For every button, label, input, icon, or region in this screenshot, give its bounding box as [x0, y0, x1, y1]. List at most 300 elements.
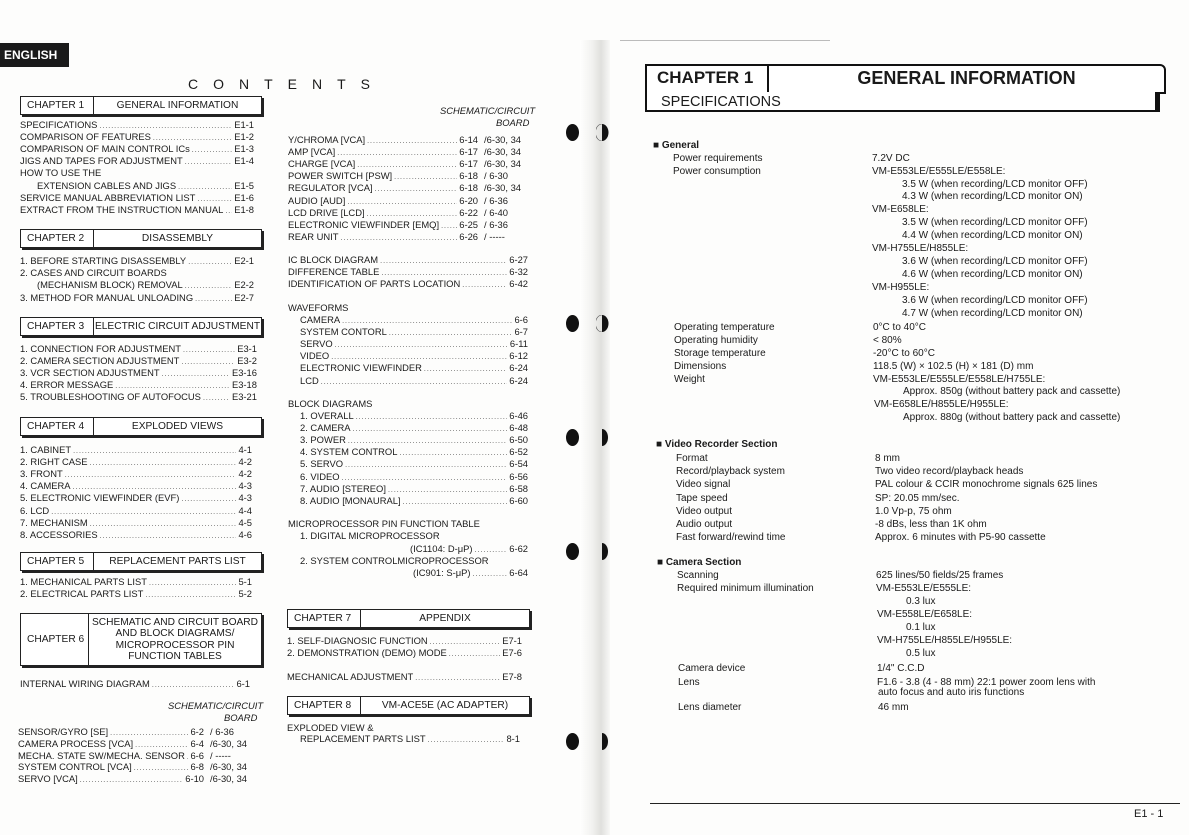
toc-entry-page: E3-1 [237, 343, 257, 354]
toc-entry-page: E1-6 [234, 191, 254, 203]
toc-entry-label: 6. LCD [20, 504, 50, 516]
toc-entry-board-page: / ----- [484, 230, 505, 242]
toc-entry-page: 6-11 [509, 338, 528, 350]
leader-dots [185, 157, 232, 167]
leader-dots [135, 740, 188, 750]
spec-value: 1.0 Vp-p, 75 ohm [875, 505, 952, 517]
spec-value: 0°C to 40°C [873, 322, 927, 333]
leader-dots [394, 172, 457, 182]
spec-label: Record/playback system [676, 466, 785, 478]
leader-dots [195, 294, 232, 304]
chapter-number: CHAPTER 5 [21, 553, 94, 570]
language-tab: ENGLISH [0, 43, 69, 67]
toc-entry [20, 143, 254, 155]
spec-value: F1.6 - 3.8 (4 - 88 mm) 22:1 power zoom lens with [877, 676, 1096, 688]
leader-dots [225, 206, 232, 216]
chapter-header [645, 64, 1166, 94]
toc-entry-page: 6-7 [514, 326, 528, 338]
toc-entry [300, 446, 528, 458]
chapter-title: DISASSEMBLY [141, 233, 214, 244]
leader-dots [430, 637, 501, 647]
toc-entry [20, 131, 254, 143]
toc-entry-board-page: /6-30, 34 [484, 146, 522, 158]
toc-entry-page: 6-42 [509, 278, 528, 290]
toc-entry [20, 119, 254, 131]
toc-entry [20, 204, 254, 216]
toc-entry-page: 6-46 [509, 410, 528, 421]
toc-entry-page: 4-3 [238, 480, 252, 492]
toc-entry [410, 543, 528, 555]
toc-entry-label: 5. TROUBLESHOOTING OF AUTOFOCUS [20, 391, 201, 403]
chapter-title-line: AND BLOCK DIAGRAMS/ [115, 628, 235, 639]
spec-value: auto focus and auto iris functions [878, 687, 1025, 698]
toc-entry-board-page: / 6-36 [210, 726, 234, 737]
toc-entry-page: E1-5 [234, 179, 254, 191]
leader-dots [388, 485, 507, 495]
toc-entry-page: 6-2 [190, 726, 204, 737]
spec-label: Lens diameter [678, 702, 742, 713]
spec-value: 46 mm [878, 702, 909, 713]
chapter-title: VM-ACE5E (AC ADAPTER) [381, 700, 509, 711]
chapter-4-box [20, 417, 262, 436]
leader-dots [110, 728, 188, 738]
chapter-number: CHAPTER 1 [647, 66, 769, 92]
toc-entry [287, 671, 522, 683]
leader-dots [399, 448, 507, 458]
leader-dots [321, 377, 507, 387]
toc-entry-label: MECHANICAL ADJUSTMENT [287, 671, 414, 682]
leader-dots [149, 578, 236, 588]
toc-entry-label: ELECTRONIC VIEWFINDER [300, 362, 422, 374]
toc-entry [18, 726, 258, 738]
spec-label: Camera device [678, 663, 746, 674]
spec-value: VM-E558LE/E658LE: [877, 608, 973, 620]
toc-entry-page: 4-2 [238, 456, 252, 468]
spec-value: 0.5 lux [906, 647, 936, 659]
toc-entry-label: SYSTEM CONTORL [300, 326, 387, 338]
spec-value: 4.4 W (when recording/LCD monitor ON) [902, 230, 1083, 242]
toc-entry-label: 3. VCR SECTION ADJUSTMENT [20, 367, 160, 379]
toc-entry [300, 434, 528, 446]
leader-dots [90, 519, 237, 529]
footer-rule [650, 803, 1180, 804]
spec-value: Approx. 850g (without battery pack and cassette) [903, 386, 1121, 397]
binder-hole-icon [566, 429, 579, 446]
chapter-title: EXPLODED VIEWS [131, 421, 224, 432]
toc-entry [20, 505, 252, 517]
toc-entry-label: CAMERA [300, 314, 341, 325]
board-header: BOARD [496, 117, 530, 128]
toc-entry-page: 6-4 [190, 737, 204, 749]
toc-entry [18, 761, 258, 773]
toc-entry-label: SERVO [300, 338, 333, 350]
toc-entry [300, 733, 520, 745]
toc-entry-label: REPLACEMENT PARTS LIST [300, 733, 426, 744]
toc-entry [20, 167, 254, 179]
spec-value: VM-E658LE/H855LE/H955LE: [874, 398, 1009, 410]
toc-entry-page: E1-4 [234, 155, 254, 167]
spec-value: 0.3 lux [906, 596, 936, 607]
toc-entry-page: 4-1 [238, 444, 252, 455]
toc-entry-page: E7-8 [502, 671, 522, 682]
leader-dots [428, 735, 505, 745]
toc-entry-label: 8. AUDIO [MONAURAL] [300, 494, 401, 506]
leader-dots [65, 470, 237, 480]
chapter-8-box [287, 696, 530, 715]
binder-hole-half-icon [598, 543, 611, 560]
leader-dots [424, 364, 507, 374]
general-section-title: ■ General [653, 140, 699, 151]
leader-dots [381, 268, 507, 278]
toc-entry-page: 6-6 [514, 314, 528, 325]
toc-entry [300, 350, 528, 362]
toc-entry-page: 6-32 [509, 266, 528, 278]
toc-entry [413, 567, 528, 579]
toc-entry-page: 6-26 [459, 230, 478, 242]
section-title: BLOCK DIAGRAMS [288, 398, 373, 409]
toc-entry [300, 495, 528, 507]
spec-value: SP: 20.05 mm/sec. [875, 492, 960, 504]
toc-entry-label: (IC901: S-μP) [413, 567, 471, 578]
leader-dots [178, 182, 232, 192]
spec-value: 1/4" C.C.D [877, 663, 925, 674]
toc-entry-page: 6-18 [459, 182, 478, 194]
toc-entry-board-page: /6-30, 34 [484, 182, 522, 194]
toc-entry-label: COMPARISON OF MAIN CONTROL ICs [20, 143, 190, 155]
toc-entry-page: 4-5 [238, 516, 252, 528]
chapter-title-line: FUNCTION TABLES [128, 651, 222, 662]
leader-dots [337, 148, 457, 158]
leader-dots [185, 281, 233, 291]
toc-entry-page: 6-64 [509, 567, 528, 578]
spec-value: 4.7 W (when recording/LCD monitor ON) [902, 307, 1083, 319]
chapter-number: CHAPTER 6 [21, 614, 89, 665]
toc-entry-label: REAR UNIT [288, 230, 339, 242]
toc-entry-board-page: /6-30, 34 [210, 761, 248, 773]
toc-entry-label: (MECHANISM BLOCK) REMOVAL [37, 279, 183, 291]
spec-label: Required minimum illumination [677, 583, 814, 595]
toc-entry-page: 6-56 [509, 470, 528, 482]
toc-entry-page: E1-1 [234, 119, 254, 130]
toc-entry-page: 4-2 [238, 468, 252, 480]
toc-entry-label: 7. AUDIO [STEREO] [300, 482, 386, 494]
toc-entry [288, 134, 532, 146]
toc-entry [300, 422, 528, 434]
toc-entry-label: 7. MECHANISM [20, 516, 88, 528]
spec-value: 4.6 W (when recording/LCD monitor ON) [902, 268, 1083, 280]
leader-dots [162, 369, 230, 379]
toc-entry [20, 343, 257, 355]
spec-value: 625 lines/50 fields/25 frames [876, 570, 1004, 581]
toc-entry-label: 4. ERROR MESSAGE [20, 379, 114, 391]
toc-entry [300, 338, 528, 350]
toc-entry [300, 362, 528, 374]
spec-value: VM-H755LE/H855LE: [872, 243, 969, 254]
chapter-6-box [20, 613, 262, 666]
toc-entry-board-page: /6-30, 34 [210, 737, 248, 749]
leader-dots [51, 507, 236, 517]
toc-entry-board-page: / ----- [210, 749, 231, 761]
toc-entry [288, 182, 532, 194]
leader-dots [367, 136, 457, 146]
spec-value: 118.5 (W) × 102.5 (H) × 181 (D) mm [873, 361, 1034, 373]
leader-dots [353, 424, 508, 434]
chapter-7-box [287, 609, 530, 628]
toc-entry [288, 146, 532, 158]
toc-entry [287, 635, 522, 647]
spec-value: Two video record/playback heads [875, 466, 1024, 478]
toc-entry-label: SENSOR/GYRO [SE] [18, 726, 109, 737]
spec-value: VM-E553LE/E555LE/E558LE/H755LE: [873, 374, 1046, 386]
toc-entry-label: IDENTIFICATION OF PARTS LOCATION [288, 278, 461, 290]
leader-dots [375, 184, 458, 194]
binder-hole-icon [566, 315, 579, 332]
toc-entry-label: 3. FRONT [20, 468, 63, 480]
toc-entry-label: MECHA. STATE SW/MECHA. SENSOR [18, 749, 185, 761]
leader-dots [100, 531, 237, 541]
spec-value: Approx. 6 minutes with P5-90 cassette [875, 532, 1046, 544]
chapter-title [89, 614, 261, 665]
toc-entry-label: POWER SWITCH [PSW] [288, 170, 393, 182]
leader-dots [357, 160, 457, 170]
toc-entry-page: 6-27 [509, 254, 528, 265]
leader-dots [475, 545, 508, 555]
toc-entry [20, 444, 252, 456]
toc-entry [300, 471, 528, 483]
spec-value: < 80% [873, 335, 902, 347]
spec-value: 8 mm [875, 453, 900, 464]
contents-title: CONTENTS [188, 76, 385, 92]
toc-entry-page: E3-2 [237, 355, 257, 367]
toc-entry [288, 278, 528, 290]
leader-dots [203, 393, 230, 403]
chapter-title: GENERAL INFORMATION [116, 100, 239, 111]
toc-entry-label: SYSTEM CONTROL [VCA] [18, 761, 132, 773]
toc-entry-label: SERVICE MANUAL ABBREVIATION LIST [20, 191, 196, 203]
leader-dots [331, 352, 507, 362]
leader-dots [152, 680, 235, 690]
leader-dots [73, 446, 236, 456]
toc-entry-label: 1. CONNECTION FOR ADJUSTMENT [20, 343, 181, 354]
chapter-2-box [20, 229, 262, 248]
toc-entry-label: IC BLOCK DIAGRAM [288, 254, 379, 265]
toc-entry-page: 6-17 [459, 158, 478, 170]
toc-entry-page: 6-58 [509, 482, 528, 494]
toc-entry-label: AMP [VCA] [288, 146, 336, 158]
chapter-title-line: SCHEMATIC AND CIRCUIT BOARD [91, 616, 259, 628]
toc-entry-label: 1. CABINET [20, 444, 72, 455]
toc-entry-label: SPECIFICATIONS [20, 119, 98, 130]
toc-entry-label: 2. CAMERA SECTION ADJUSTMENT [20, 355, 180, 367]
toc-entry-label: INTERNAL WIRING DIAGRAM [20, 678, 150, 689]
chapter-1-box [20, 96, 262, 115]
spec-value: 0.1 lux [906, 621, 936, 633]
toc-entry-page: 6-24 [509, 362, 528, 374]
chapter-title: APPENDIX [419, 613, 471, 624]
toc-entry-label: HOW TO USE THE [20, 167, 102, 179]
toc-entry-label: EXPLODED VIEW & [287, 722, 374, 733]
toc-entry [20, 529, 252, 541]
toc-entry-page: 6-62 [509, 543, 528, 554]
toc-entry-page: E1-8 [234, 203, 254, 215]
toc-entry [20, 379, 257, 391]
binder-hole-half-icon [598, 429, 611, 446]
toc-entry-board-page: / 6-36 [484, 194, 508, 206]
spec-value: 4.3 W (when recording/LCD monitor ON) [902, 191, 1083, 203]
video-recorder-section-title: ■ Video Recorder Section [656, 439, 777, 450]
leader-dots [473, 569, 508, 579]
specifications-header: SPECIFICATIONS [645, 92, 1160, 112]
leader-dots [99, 121, 232, 131]
leader-dots [197, 194, 232, 204]
toc-entry [288, 231, 532, 243]
toc-entry [300, 483, 528, 495]
leader-dots [341, 233, 458, 243]
toc-entry [300, 410, 528, 422]
leader-dots [380, 256, 507, 266]
leader-dots [347, 197, 457, 207]
toc-entry-page: 5-2 [238, 588, 252, 600]
toc-entry-page: 6-54 [509, 458, 528, 470]
schematic-header: SCHEMATIC/CIRCUIT [440, 105, 536, 116]
toc-entry-page: E2-1 [234, 255, 254, 266]
toc-entry-label: JIGS AND TAPES FOR ADJUSTMENT [20, 155, 183, 167]
toc-entry [20, 576, 252, 588]
top-rule [620, 40, 830, 41]
toc-entry-label: Y/CHROMA [VCA] [288, 134, 366, 145]
spec-label: Format [676, 453, 708, 464]
toc-entry-page: 6-1 [236, 678, 250, 689]
toc-entry [300, 314, 528, 326]
toc-entry-label: EXTRACT FROM THE INSTRUCTION MANUAL [20, 203, 224, 215]
leader-dots [415, 673, 500, 683]
toc-entry-page: 6-24 [509, 374, 528, 386]
toc-entry [288, 158, 532, 170]
toc-entry [37, 279, 254, 291]
toc-entry-board-page: / 6-40 [484, 206, 508, 218]
chapter-title-line: MICROPROCESSOR PIN [115, 639, 235, 651]
toc-entry-page: E2-7 [234, 291, 254, 303]
toc-entry-page: E7-6 [502, 647, 522, 659]
toc-entry-label: CHARGE [VCA] [288, 158, 356, 170]
toc-entry [18, 738, 258, 750]
toc-entry [20, 468, 252, 480]
toc-entry-label: LCD DRIVE [LCD] [288, 206, 365, 218]
toc-entry-label: 3. POWER [300, 434, 346, 446]
toc-entry [288, 207, 532, 219]
toc-entry-label: 5. SERVO [300, 458, 344, 470]
toc-entry-label: LCD [300, 374, 319, 386]
binder-hole-icon [566, 543, 579, 560]
toc-entry-page: 6-50 [509, 434, 528, 446]
toc-entry [20, 255, 254, 267]
leader-dots [389, 328, 513, 338]
leader-dots [345, 460, 507, 470]
spec-label: Video signal [676, 479, 731, 491]
toc-entry-page: 4-3 [238, 492, 252, 504]
toc-entry-board-page: /6-30, 34 [484, 158, 522, 170]
toc-entry-page: 5-1 [238, 576, 252, 587]
spec-label: Power consumption [673, 166, 761, 177]
toc-entry [300, 375, 528, 387]
chapter-5-box [20, 552, 262, 571]
toc-entry [288, 170, 532, 182]
toc-entry-page: E2-2 [234, 279, 254, 291]
leader-dots [134, 763, 189, 773]
toc-entry-page: E3-18 [231, 379, 257, 391]
toc-entry [300, 326, 528, 338]
toc-entry-page: 6-10 [185, 773, 204, 785]
toc-entry-page: 6-8 [190, 761, 204, 773]
spec-value: VM-H755LE/H855LE/H955LE: [877, 634, 1013, 646]
leader-dots [181, 357, 235, 367]
toc-entry-label: ELECTRONIC VIEWFINDER [EMQ] [288, 218, 440, 230]
spec-value: VM-E553LE/E555LE/E558LE: [872, 166, 1006, 177]
toc-entry-page: E3-21 [231, 391, 257, 403]
spec-label: Storage temperature [674, 348, 766, 360]
spec-value: PAL colour & CCIR monochrome signals 625 lines [875, 479, 1098, 491]
toc-entry-label: 1. OVERALL [300, 410, 354, 421]
leader-dots [73, 482, 237, 492]
leader-dots [462, 280, 507, 290]
chapter-title: ELECTRIC CIRCUIT ADJUSTMENT [94, 321, 261, 332]
toc-entry [20, 492, 252, 504]
spec-label: Dimensions [674, 361, 727, 373]
toc-entry-label: 2. RIGHT CASE [20, 456, 88, 468]
leader-dots [441, 221, 457, 231]
toc-entry-label: EXTENSION CABLES AND JIGS [37, 179, 177, 191]
toc-entry-label: DIFFERENCE TABLE [288, 266, 380, 278]
spec-value: VM-E658LE: [872, 204, 929, 216]
toc-entry-page: 6-14 [459, 134, 478, 145]
toc-entry-label: 2. DEMONSTRATION (DEMO) MODE [287, 647, 447, 659]
toc-entry-page: 6-22 [459, 206, 478, 218]
toc-entry-label: AUDIO [AUD] [288, 194, 346, 206]
toc-entry-board-page: /6-30, 34 [210, 773, 248, 785]
toc-entry-label: 4. SYSTEM CONTROL [300, 446, 398, 458]
spec-label: Operating humidity [674, 335, 758, 347]
board-header: BOARD [224, 712, 258, 723]
toc-entry [20, 355, 257, 367]
leader-dots [403, 497, 508, 507]
toc-entry-page: 6-18 [459, 170, 478, 182]
spec-value: 3.6 W (when recording/LCD monitor OFF) [902, 255, 1088, 267]
leader-dots [188, 257, 232, 267]
toc-entry-label: 1. MECHANICAL PARTS LIST [20, 576, 147, 587]
spec-label: Video output [676, 505, 732, 517]
toc-entry-page: 6-12 [509, 350, 528, 362]
toc-entry-label: VIDEO [300, 350, 330, 362]
leader-dots [342, 316, 512, 326]
toc-entry-board-page: / 6-30 [484, 170, 508, 182]
spec-value: VM-H955LE: [872, 281, 930, 293]
spec-value: -8 dBs, less than 1K ohm [875, 519, 987, 530]
binder-hole-icon [566, 733, 579, 750]
toc-entry-page: 6-48 [509, 422, 528, 434]
toc-entry-page: 6-17 [459, 146, 478, 158]
toc-entry [288, 219, 532, 231]
leader-dots [183, 345, 235, 355]
toc-entry-page: 4-6 [238, 528, 252, 540]
spec-label: Audio output [676, 519, 733, 530]
toc-entry-board-page: /6-30, 34 [484, 134, 522, 145]
page-number: E1 - 1 [1134, 808, 1164, 820]
chapter-number: CHAPTER 1 [21, 97, 94, 114]
toc-entry [20, 292, 254, 304]
toc-entry [288, 254, 528, 266]
chapter-number: CHAPTER 4 [21, 418, 94, 435]
schematic-header: SCHEMATIC/CIRCUIT [168, 700, 264, 711]
